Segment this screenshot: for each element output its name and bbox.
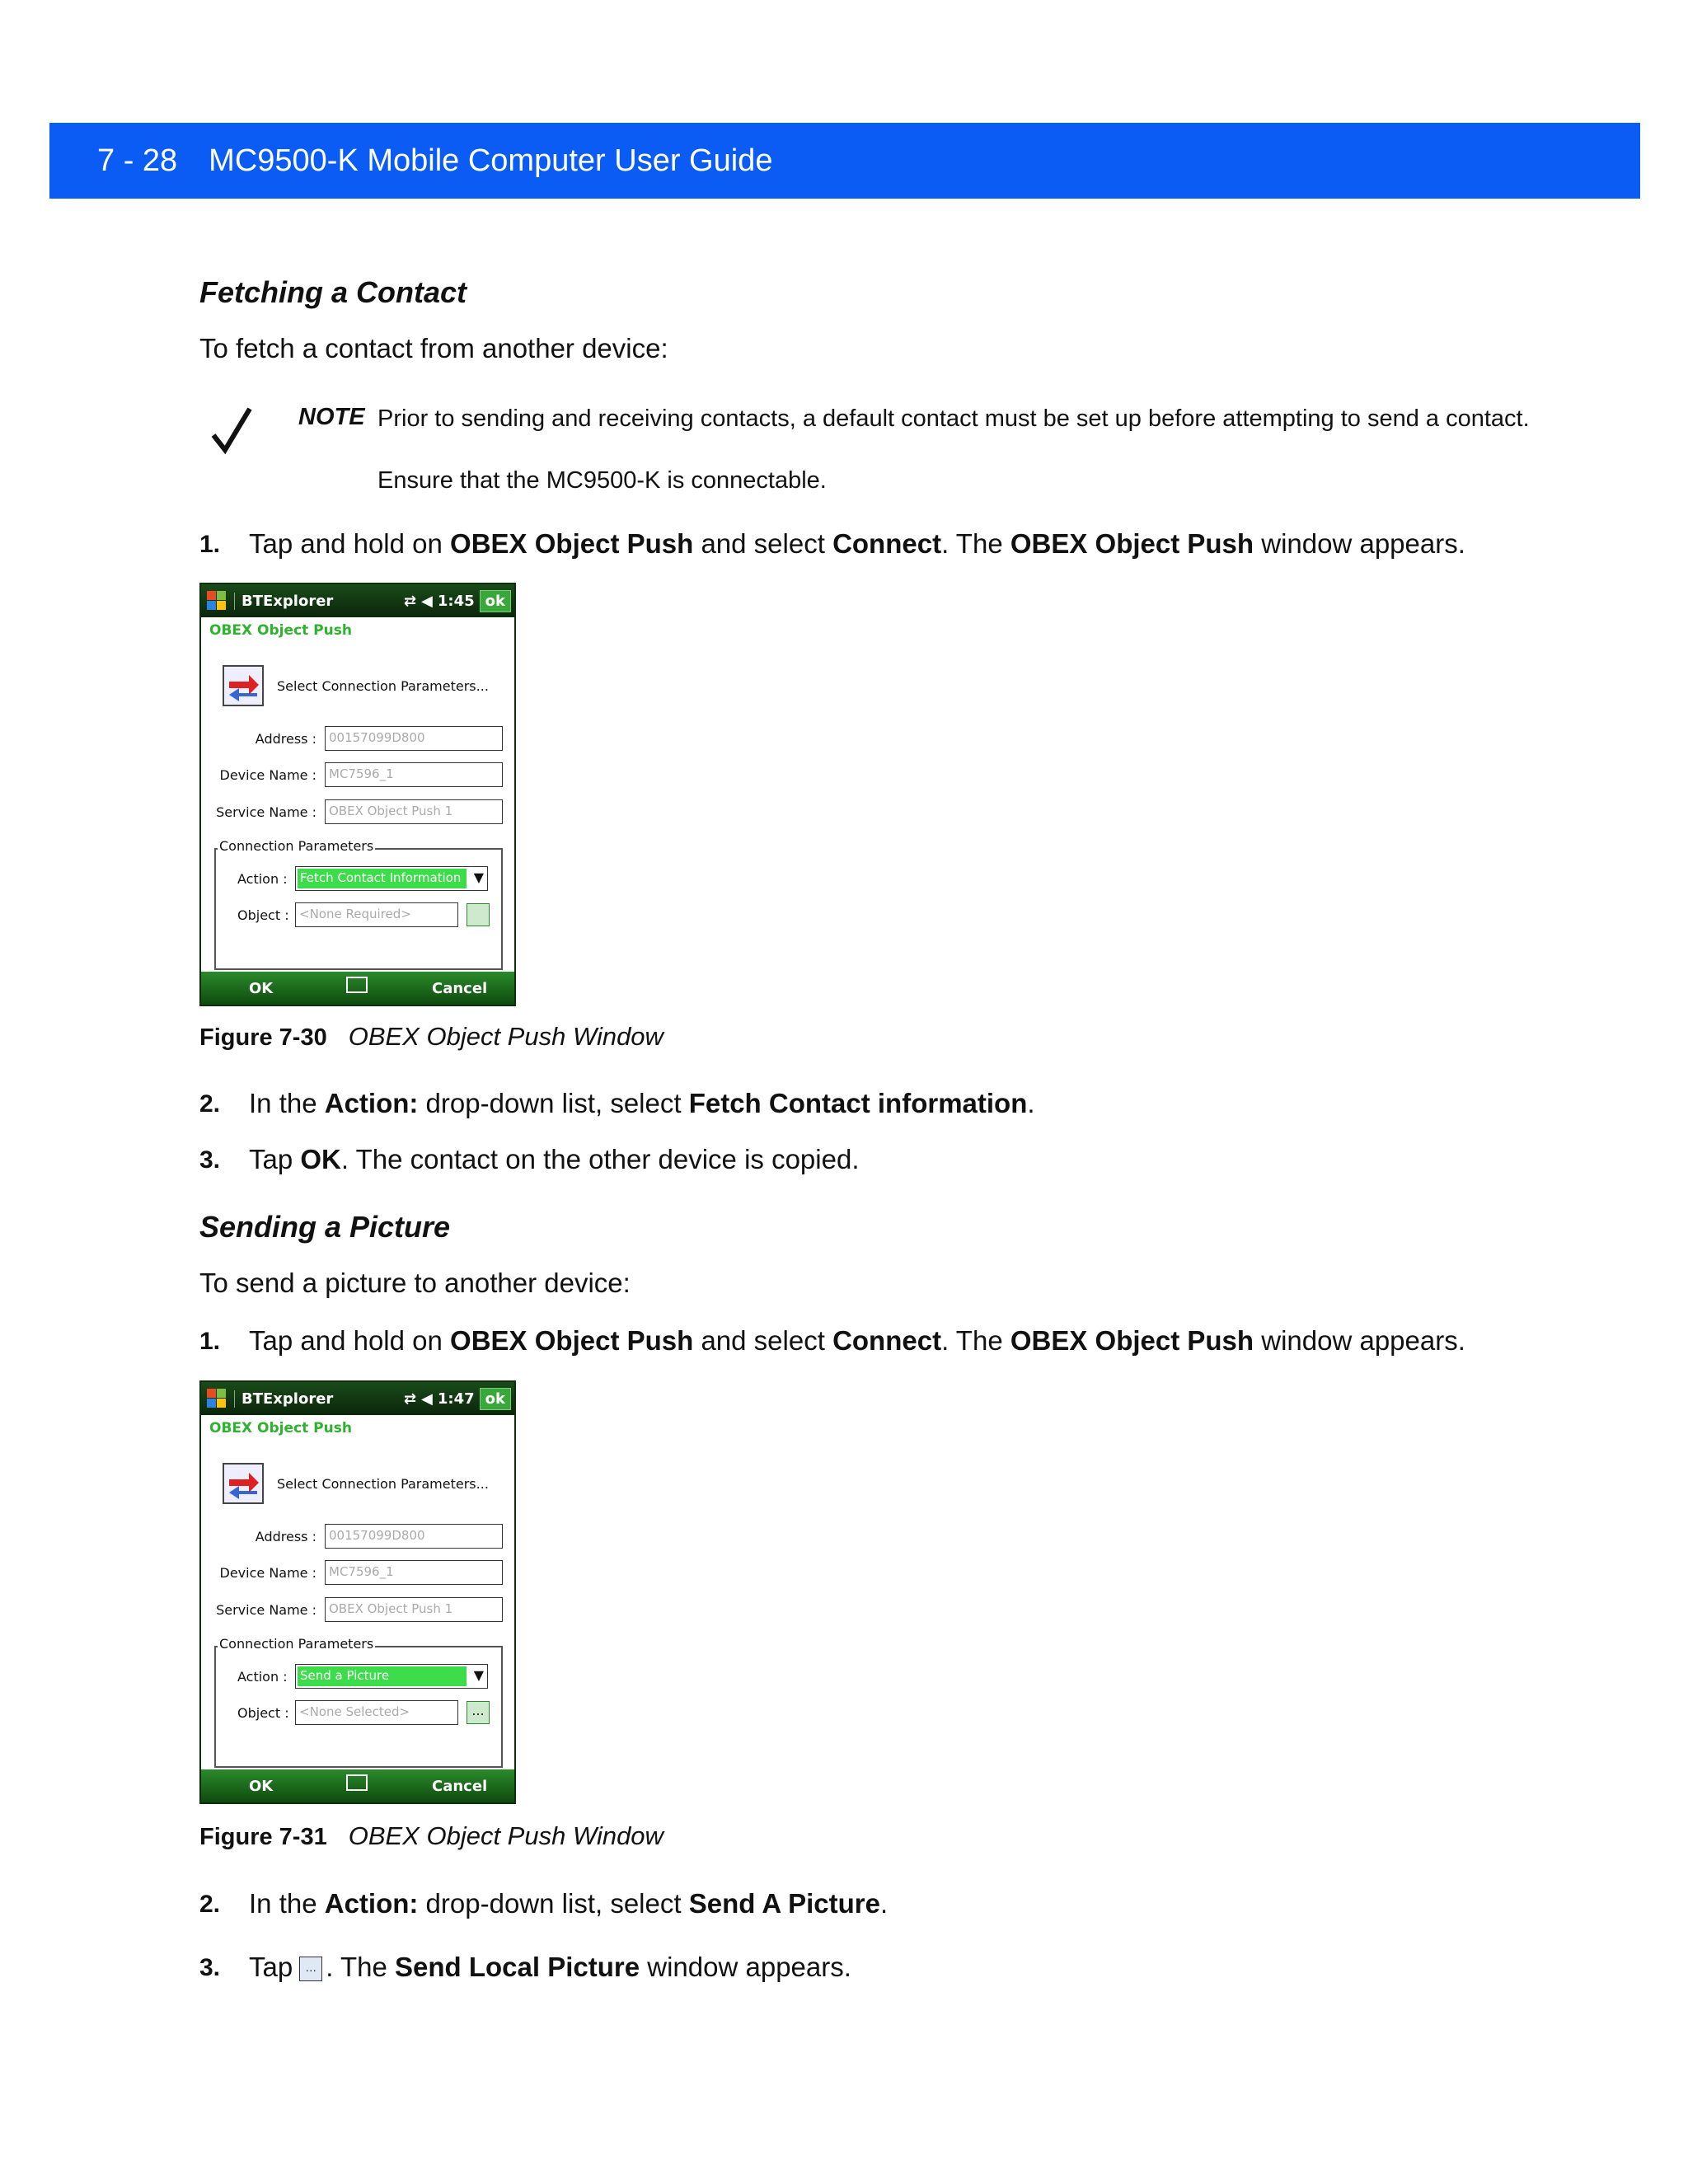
browse-button[interactable]: ...	[467, 1701, 490, 1724]
step-text: In the Action: drop-down list, select Fetch Contact information.	[249, 1088, 1035, 1118]
softkey-ok[interactable]: OK	[249, 980, 274, 997]
note-text-2: Ensure that the MC9500-K is connectable.	[377, 467, 827, 494]
page-header	[49, 123, 1640, 199]
obex-push-icon	[223, 665, 264, 706]
service-name-label: Service Name :	[216, 804, 316, 820]
action-label: Action :	[237, 1669, 288, 1685]
object-field[interactable]: <None Selected>	[295, 1700, 458, 1725]
clock[interactable]: 1:45	[437, 592, 475, 610]
softkey-ok[interactable]: OK	[249, 1778, 274, 1795]
windows-start-icon[interactable]	[206, 1388, 227, 1409]
clock[interactable]: 1:47	[437, 1390, 475, 1408]
keyboard-icon[interactable]	[346, 1774, 368, 1791]
service-name-field[interactable]: OBEX Object Push 1	[325, 799, 503, 824]
browse-button-icon: …	[299, 1957, 322, 1981]
guide-title: MC9500-K Mobile Computer User Guide	[209, 143, 773, 178]
obex-push-icon	[223, 1463, 264, 1504]
step-number: 1.	[199, 1328, 221, 1355]
page-number: 7 - 28	[97, 143, 178, 178]
step-number: 3.	[199, 1146, 221, 1174]
note-text-1: Prior to sending and receiving contacts, a default contact must be set up before attempting to send a contact.	[377, 405, 1530, 432]
soft-key-bar	[201, 972, 514, 1005]
object-label: Object :	[237, 907, 289, 923]
send-intro: To send a picture to another device:	[199, 1268, 631, 1298]
device-screenshot-send	[199, 1380, 516, 1804]
action-selected-value: Fetch Contact Information	[298, 869, 467, 888]
step-text: In the Action: drop-down list, select Send A Picture.	[249, 1888, 889, 1919]
browse-button[interactable]	[467, 903, 490, 926]
object-field[interactable]: <None Required>	[295, 902, 458, 927]
title-ok-button[interactable]: ok	[480, 590, 511, 612]
title-ok-button[interactable]: ok	[480, 1388, 511, 1410]
connectivity-icon[interactable]: ⇄	[403, 1390, 417, 1408]
select-params-text: Select Connection Parameters...	[277, 678, 489, 694]
chevron-down-icon[interactable]: ▼	[473, 869, 484, 885]
action-dropdown[interactable]	[295, 866, 488, 891]
device-name-label: Device Name :	[219, 767, 316, 783]
connectivity-icon[interactable]: ⇄	[403, 592, 417, 610]
connection-params-label: Connection Parameters	[219, 1636, 374, 1652]
windows-start-icon[interactable]	[206, 590, 227, 612]
keyboard-icon[interactable]	[346, 977, 368, 993]
softkey-cancel[interactable]: Cancel	[432, 980, 488, 997]
softkey-cancel[interactable]: Cancel	[432, 1778, 488, 1795]
address-label: Address :	[255, 1529, 316, 1544]
step-text: Tap and hold on OBEX Object Push and select Connect. The OBEX Object Push window appears.	[249, 528, 1465, 559]
app-name: BTExplorer	[234, 593, 333, 610]
checkmark-icon	[210, 405, 253, 463]
soft-key-bar	[201, 1769, 514, 1802]
action-dropdown[interactable]	[295, 1664, 488, 1689]
figure-label: Figure 7-30	[199, 1024, 327, 1051]
figure-caption-7-30	[199, 1022, 663, 1052]
device-subtitle: OBEX Object Push	[209, 1420, 352, 1436]
step-number: 1.	[199, 531, 221, 558]
step-number: 3.	[199, 1954, 221, 1981]
action-label: Action :	[237, 871, 288, 887]
speaker-icon[interactable]: ◀	[421, 1390, 433, 1408]
device-title-bar	[201, 584, 514, 617]
action-selected-value: Send a Picture	[298, 1666, 467, 1686]
address-label: Address :	[255, 731, 316, 747]
figure-caption: OBEX Object Push Window	[348, 1821, 663, 1850]
connection-params-label: Connection Parameters	[219, 838, 374, 854]
step-text: Tap OK. The contact on the other device is copied.	[249, 1144, 860, 1174]
service-name-label: Service Name :	[216, 1602, 316, 1618]
chevron-down-icon[interactable]: ▼	[473, 1667, 484, 1683]
object-label: Object :	[237, 1705, 289, 1721]
address-field[interactable]: 00157099D800	[325, 1524, 503, 1549]
device-subtitle: OBEX Object Push	[209, 622, 352, 639]
step-text: Tap and hold on OBEX Object Push and select Connect. The OBEX Object Push window appears.	[249, 1325, 1465, 1356]
step-text: Tap … . The Send Local Picture window appears.	[249, 1952, 851, 1982]
section-heading-send: Sending a Picture	[199, 1210, 451, 1244]
note-label: NOTE	[298, 404, 365, 430]
fetch-intro: To fetch a contact from another device:	[199, 333, 668, 363]
device-screenshot-fetch	[199, 583, 516, 1006]
figure-caption-7-31	[199, 1821, 663, 1851]
speaker-icon[interactable]: ◀	[421, 592, 433, 610]
device-title-bar	[201, 1382, 514, 1415]
address-field[interactable]: 00157099D800	[325, 726, 503, 751]
step-number: 2.	[199, 1891, 221, 1918]
device-name-field[interactable]: MC7596_1	[325, 1560, 503, 1585]
figure-caption: OBEX Object Push Window	[348, 1022, 663, 1051]
device-name-label: Device Name :	[219, 1565, 316, 1581]
select-params-text: Select Connection Parameters...	[277, 1476, 489, 1492]
figure-label: Figure 7-31	[199, 1824, 327, 1850]
service-name-field[interactable]: OBEX Object Push 1	[325, 1597, 503, 1622]
app-name: BTExplorer	[234, 1390, 333, 1408]
device-name-field[interactable]: MC7596_1	[325, 762, 503, 787]
step-number: 2.	[199, 1090, 221, 1118]
section-heading-fetch: Fetching a Contact	[199, 275, 467, 309]
